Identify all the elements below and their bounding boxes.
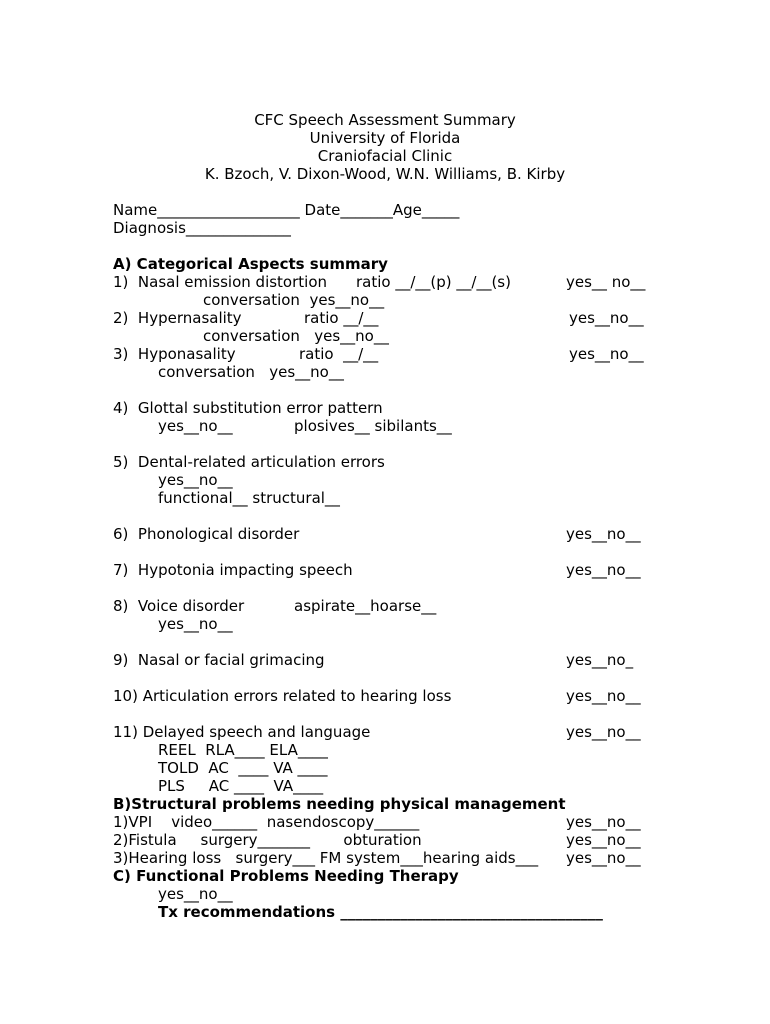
clinic-name: Craniofacial Clinic bbox=[317, 147, 453, 165]
item-hypernasality-ratio[interactable]: ratio __/__ bbox=[304, 309, 379, 327]
item-voice-types[interactable]: aspirate__hoarse__ bbox=[294, 597, 437, 615]
item-fistula-answer[interactable]: yes__no__ bbox=[566, 831, 641, 849]
item-glottal-label: 4) Glottal substitution error pattern bbox=[113, 399, 383, 417]
item-dental-label: 5) Dental-related articulation errors bbox=[113, 453, 385, 471]
item-hypotonia-answer[interactable]: yes__no__ bbox=[566, 561, 641, 579]
item-nasal-emission-label: 1) Nasal emission distortion bbox=[113, 273, 328, 291]
item-hyponasality-answer[interactable]: yes__no__ bbox=[569, 345, 644, 363]
item-hypotonia-label: 7) Hypotonia impacting speech bbox=[113, 561, 353, 579]
tx-recommendations-line[interactable]: Tx recommendations ___________________________________ bbox=[158, 903, 603, 921]
item-phonological-label: 6) Phonological disorder bbox=[113, 525, 300, 543]
section-b-heading: B)Structural problems needing physical management bbox=[113, 795, 566, 813]
item-vpi-answer[interactable]: yes__no__ bbox=[566, 813, 641, 831]
item-voice-label: 8) Voice disorder bbox=[113, 597, 245, 615]
item-hearing-loss-label[interactable]: 3)Hearing loss surgery___ FM system___hearing aids___ bbox=[113, 849, 539, 867]
university-name: University of Florida bbox=[309, 129, 461, 147]
section-a-heading: A) Categorical Aspects summary bbox=[113, 255, 388, 273]
test-pls[interactable]: PLS AC ____ VA____ bbox=[158, 777, 324, 795]
test-reel[interactable]: REEL RLA____ ELA____ bbox=[158, 741, 328, 759]
item-fistula-label[interactable]: 2)Fistula surgery_______ obturation bbox=[113, 831, 422, 849]
item-glottal-types[interactable]: plosives__ sibilants__ bbox=[294, 417, 452, 435]
test-told[interactable]: TOLD AC ____ VA ____ bbox=[158, 759, 328, 777]
item-nasal-emission-ratio[interactable]: ratio __/__(p) __/__(s) bbox=[356, 273, 511, 291]
item-dental-answer[interactable]: yes__no__ bbox=[158, 471, 233, 489]
section-c-heading: C) Functional Problems Needing Therapy bbox=[113, 867, 459, 885]
item-glottal-answer[interactable]: yes__no__ bbox=[158, 417, 233, 435]
item-hearing-articulation-answer[interactable]: yes__no__ bbox=[566, 687, 641, 705]
item-hyponasality-conversation[interactable]: conversation yes__no__ bbox=[158, 363, 344, 381]
authors-line: K. Bzoch, V. Dixon-Wood, W.N. Williams, B. Kirby bbox=[204, 165, 566, 183]
item-delayed-speech-label: 11) Delayed speech and language bbox=[113, 723, 371, 741]
name-date-age-line[interactable]: Name___________________ Date_______Age_____ bbox=[113, 201, 460, 219]
item-hyponasality-ratio[interactable]: ratio __/__ bbox=[299, 345, 379, 363]
item-nasal-emission-conversation[interactable]: conversation yes__no__ bbox=[203, 291, 385, 309]
therapy-answer[interactable]: yes__no__ bbox=[158, 885, 233, 903]
item-dental-types[interactable]: functional__ structural__ bbox=[158, 489, 340, 507]
item-hypernasality-label: 2) Hypernasality bbox=[113, 309, 242, 327]
item-grimacing-label: 9) Nasal or facial grimacing bbox=[113, 651, 325, 669]
diagnosis-line[interactable]: Diagnosis______________ bbox=[113, 219, 291, 237]
form-title: CFC Speech Assessment Summary bbox=[254, 111, 516, 129]
item-phonological-answer[interactable]: yes__no__ bbox=[566, 525, 641, 543]
item-hearing-loss-answer[interactable]: yes__no__ bbox=[566, 849, 641, 867]
item-voice-answer[interactable]: yes__no__ bbox=[158, 615, 233, 633]
item-hearing-articulation-label: 10) Articulation errors related to hearing loss bbox=[113, 687, 452, 705]
item-vpi-label[interactable]: 1)VPI video______ nasendoscopy______ bbox=[113, 813, 420, 831]
item-grimacing-answer[interactable]: yes__no_ bbox=[566, 651, 634, 669]
item-hypernasality-answer[interactable]: yes__no__ bbox=[569, 309, 644, 327]
item-nasal-emission-answer[interactable]: yes__ no__ bbox=[566, 273, 646, 291]
item-delayed-speech-answer[interactable]: yes__no__ bbox=[566, 723, 641, 741]
item-hyponasality-label: 3) Hyponasality bbox=[113, 345, 236, 363]
item-hypernasality-conversation[interactable]: conversation yes__no__ bbox=[203, 327, 389, 345]
